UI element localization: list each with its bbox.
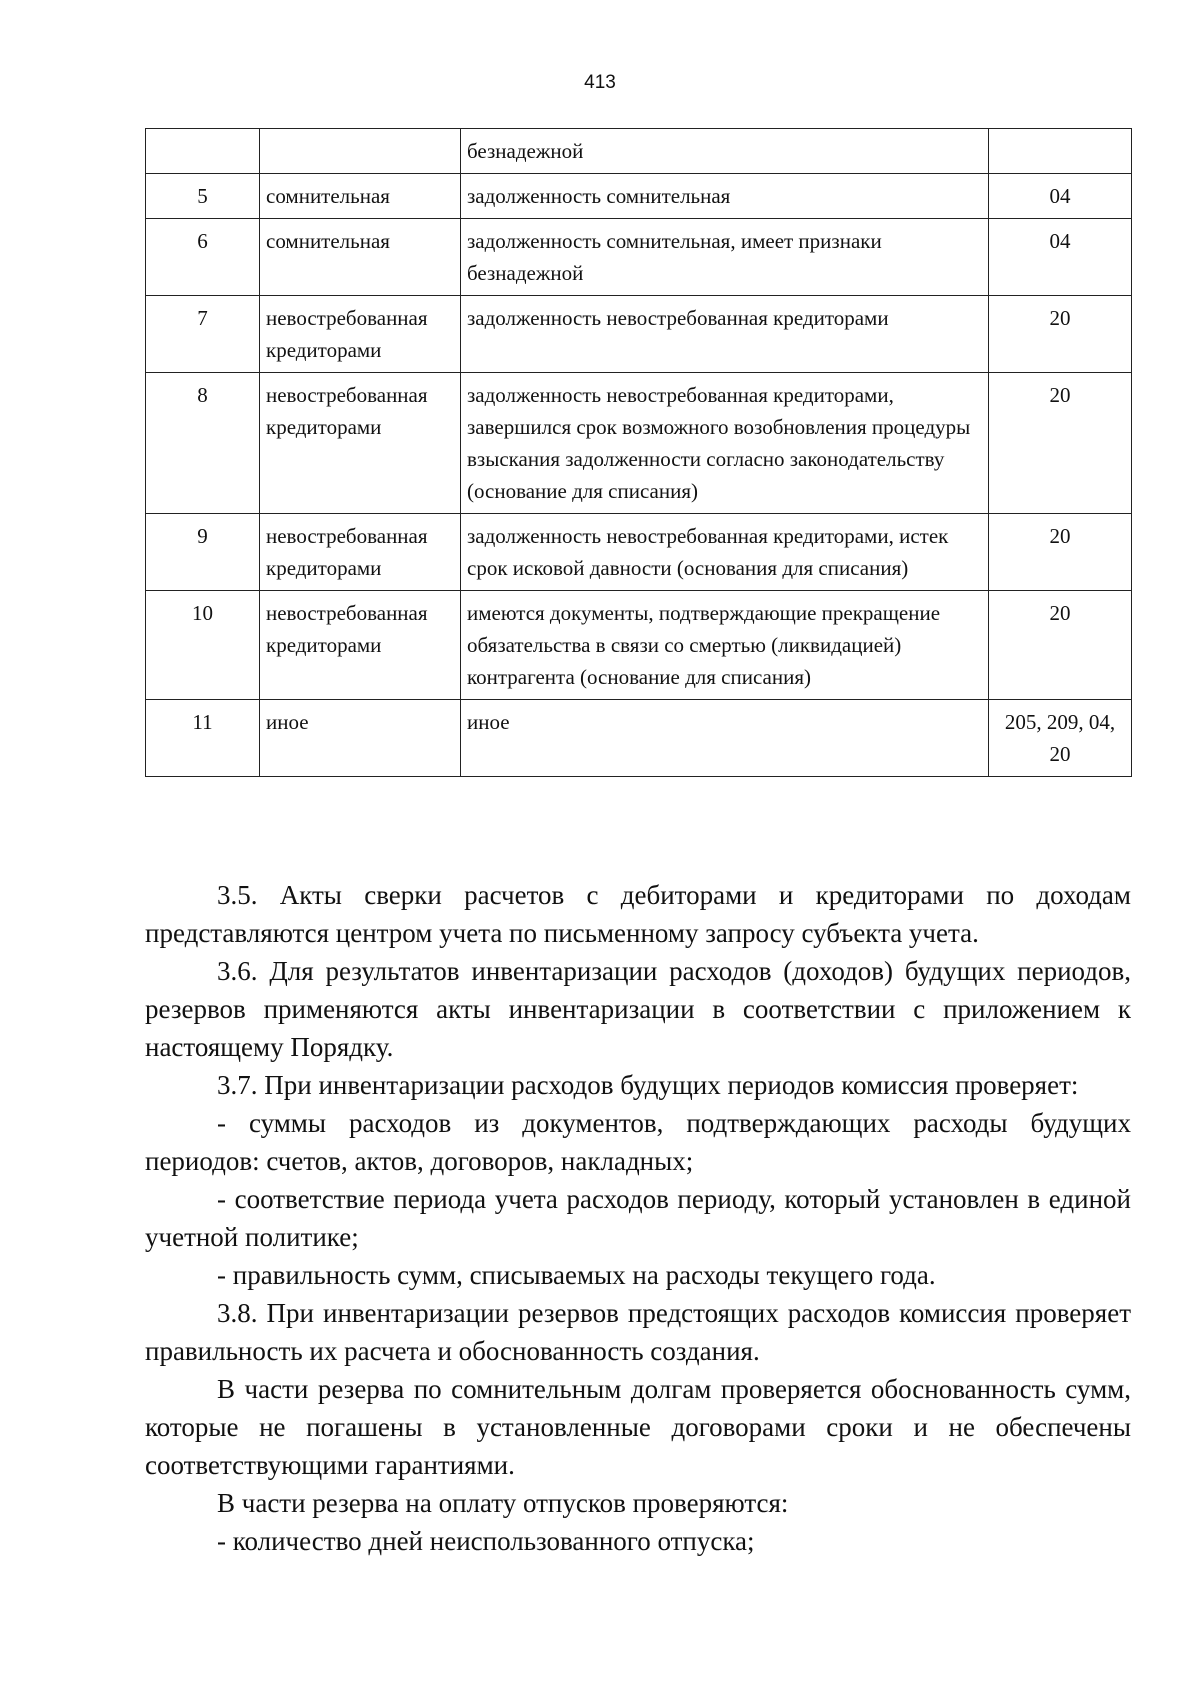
debt-category-table [145,128,1132,777]
category-cell: иное [260,700,461,777]
paragraph-3-8: 3.8. При инвентаризации резервов предстоящих расходов комиссия проверяет правильность их расчета и обоснованность создания. [145,1298,1131,1366]
code-cell [989,129,1132,174]
category-cell: невостребованная кредиторами [260,296,461,373]
row-number-cell: 8 [146,373,260,514]
row-number-cell: 10 [146,591,260,700]
category-cell: сомнительная [260,174,461,219]
table-row [146,219,1132,296]
code-cell: 04 [989,174,1132,219]
list-item-writeoff-sums: - правильность сумм, списываемых на расходы текущего года. [217,1260,936,1290]
description-cell: безнадежной [461,129,989,174]
description-cell: задолженность невостребованная кредиторами, истек срок исковой давности (основания для списания) [461,514,989,591]
description-cell: задолженность невостребованная кредиторами, завершился срок возможного возобновления процедуры взыскания задолженности согласно законодательству (основание для списания) [461,373,989,514]
paragraph-doubtful-debts-reserve: В части резерва по сомнительным долгам проверяется обоснованность сумм, которые не погашены в установленные договорами сроки и не обеспечены соответствующими гарантиями. [145,1374,1131,1480]
table-row [146,373,1132,514]
table-row [146,129,1132,174]
description-cell: задолженность сомнительная [461,174,989,219]
code-cell: 04 [989,219,1132,296]
list-item-period-match: - соответствие периода учета расходов периоду, который установлен в единой учетной политике; [145,1184,1131,1252]
paragraph-3-6: 3.6. Для результатов инвентаризации расходов (доходов) будущих периодов, резервов применяются акты инвентаризации в соответствии с приложением к настоящему Порядку. [145,956,1131,1062]
code-cell: 205, 209, 04, 20 [989,700,1132,777]
row-number-cell: 6 [146,219,260,296]
table-row [146,174,1132,219]
category-cell [260,129,461,174]
paragraph-vacation-reserve: В части резерва на оплату отпусков проверяются: [217,1488,789,1518]
row-number-cell: 9 [146,514,260,591]
table-row [146,296,1132,373]
paragraph-3-5: 3.5. Акты сверки расчетов с дебиторами и кредиторами по доходам представляются центром учета по письменному запросу субъекта учета. [145,880,1131,948]
code-cell: 20 [989,514,1132,591]
category-cell: невостребованная кредиторами [260,591,461,700]
code-cell: 20 [989,591,1132,700]
description-cell: иное [461,700,989,777]
code-cell: 20 [989,373,1132,514]
page-number: 413 [584,72,616,93]
row-number-cell: 5 [146,174,260,219]
list-item-expense-sums: - суммы расходов из документов, подтверждающих расходы будущих периодов: счетов, актов, договоров, накладных; [145,1108,1131,1176]
list-item-unused-vacation-days: - количество дней неиспользованного отпуска; [217,1526,755,1556]
description-cell: задолженность сомнительная, имеет признаки безнадежной [461,219,989,296]
category-cell: невостребованная кредиторами [260,514,461,591]
row-number-cell [146,129,260,174]
category-cell: невостребованная кредиторами [260,373,461,514]
description-cell: имеются документы, подтверждающие прекращение обязательства в связи со смертью (ликвидацией) контрагента (основание для списания) [461,591,989,700]
paragraph-3-7: 3.7. При инвентаризации расходов будущих периодов комиссия проверяет: [217,1070,1079,1100]
row-number-cell: 11 [146,700,260,777]
table-row [146,514,1132,591]
code-cell: 20 [989,296,1132,373]
description-cell: задолженность невостребованная кредиторами [461,296,989,373]
table-row [146,700,1132,777]
row-number-cell: 7 [146,296,260,373]
table-row [146,591,1132,700]
body-text [145,876,1131,1560]
category-cell: сомнительная [260,219,461,296]
